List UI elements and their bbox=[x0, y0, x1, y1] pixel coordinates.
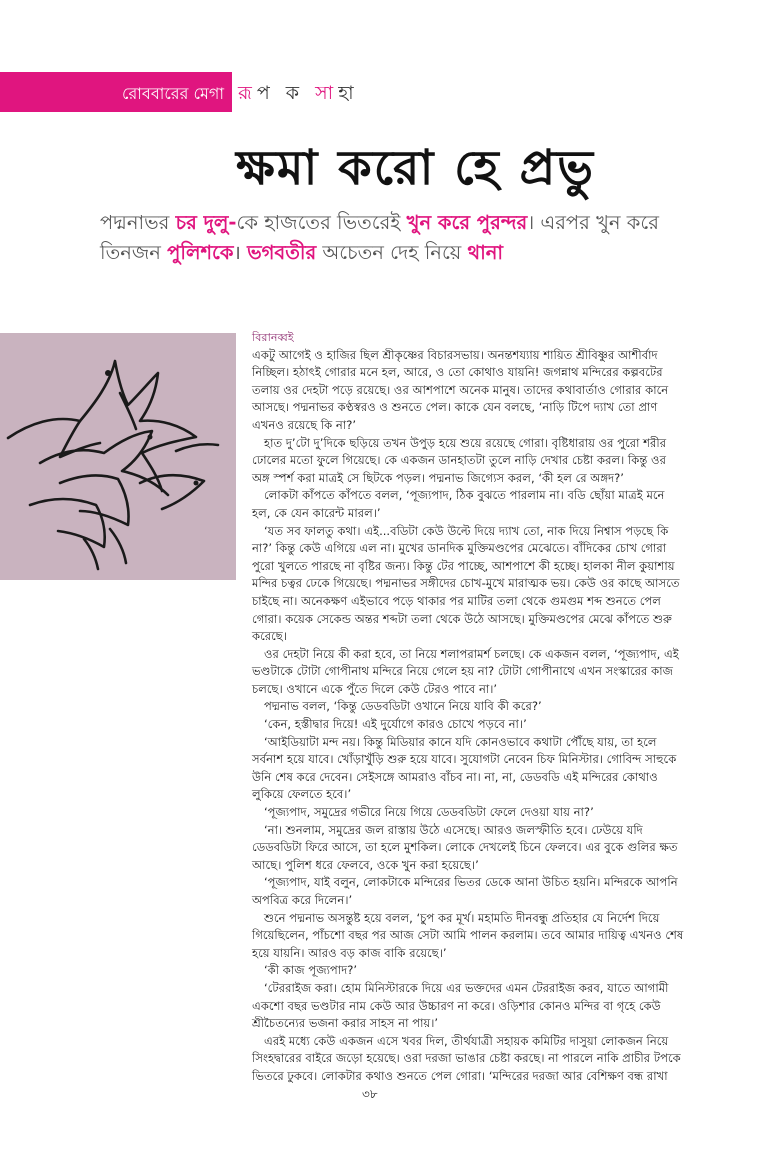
intro-highlight: পুলিশকে bbox=[167, 241, 234, 264]
intro-highlight: খুন করে পুরন্দর bbox=[406, 211, 528, 234]
paragraph: হাত দু’টো দু’দিকে ছড়িয়ে তখন উপুড় হয়ে শুয়ে রয়েছে গোরা। বৃষ্টিধারায় ওর পুরো শরীর ঢোলের মতো ফুলে গিয়েছে। কে একজন ডানহাতটা তুলে নাড়ি দেখার চেষ্টা করল। কিন্তু ওর অঙ্গ স্পর্শ করা মাত্রই সে ছিটকে পড়ল। পদ্মনাভ জিগ্যেস করল, ‘কী হল রে অঙ্গদ?’ bbox=[252, 435, 667, 485]
paragraph: ওর দেহটা নিয়ে কী করা হবে, তা নিয়ে শলাপরামর্শ চলছে। কে একজন বলল, ‘পূজ্যপাদ, এই ভণ্ডটাকে টোটা গোপীনাথ মন্দিরে নিয়ে গেলে হয় না? টোটা গোপীনাথে এখন সংস্কারের কাজ চলছে। ওখানে একে পুঁতে দিলে কেউ টেরও পাবে না।’ bbox=[252, 646, 679, 696]
intro-highlight: ভগবতীর bbox=[247, 241, 317, 264]
illustration bbox=[0, 333, 236, 580]
intro-text: পদ্মনাভর bbox=[100, 211, 176, 234]
paragraph: ‘না। শুনলাম, সমুদ্রের জল রাস্তায় উঠে এসেছে। আরও জলস্ফীতি হবে। ঢেউয়ে যদি ডেডবডিটা ফিরে আসে, তা হলে মুশকিল। লোকে দেখলেই চিনে ফেলবে। এর বুকে গুলির ক্ষত আছে। পুলিশ ধরে ফেলবে, ওকে খুন করা হয়েছে।’ bbox=[252, 822, 678, 872]
paragraph: শুনে পদ্মনাভ অসন্তুষ্ট হয়ে বলল, ‘চুপ কর মূর্খ। মহামতি দীনবন্ধু প্রতিহার যে নির্দেশ দিয়ে গিয়েছিলেন, পাঁচশো বছর পর আজ সেটা আমি পালন করলাম। তবে আমার দায়িত্ব এখনও শেষ হয়ে যায়নি। আরও বড় কাজ বাকি রয়েছে।’ bbox=[252, 910, 684, 960]
intro-highlight: চর দুলু- bbox=[175, 211, 237, 234]
paragraph: ‘যত সব ফালতু কথা। এই...বডিটা কেউ উল্টে দিয়ে দ্যাখ তো, নাক দিয়ে নিশ্বাস পড়ছে কি না?’ কিন্তু কেউ এগিয়ে এল না। মুখের ডানদিক মুক্তিমণ্ডপের মেঝেতে। বাঁদিকের চোখ গোরা পুরো খুলতে পারছে না বৃষ্টির জন্য। কিন্তু টের পাচ্ছে, আশপাশে কী হচ্ছে। হালকা নীল কুয়াশায় মন্দির চত্বর ঢেকে গিয়েছে। পদ্মনাভর সঙ্গীদের চোখ-মুখে মারাত্মক ভয়। কেউ ওর কাছে আসতে চাইছে না। অনেকক্ষণ এইভাবে পড়ে থাকার পর মাটির তলা থেকে গুমগুম শব্দ শুনতে পেল গোরা। কয়েক সেকেন্ড অন্তর শব্দটা তলা থেকে উঠে আসছে। মুক্তিমণ্ডপের মেঝে কাঁপতে শুরু করেছে। bbox=[252, 523, 680, 644]
author-part-2: প ক bbox=[256, 82, 316, 104]
paragraph: ‘পূজ্যপাদ, যাই বলুন, লোকটাকে মন্দিরের ভিতর ডেকে আনা উচিত হয়নি। মন্দিরকে আপনি অপবিত্র করে দিলেন।’ bbox=[252, 875, 678, 907]
intro-text: কে হাজতের ভিতরেই bbox=[236, 211, 407, 234]
paragraph: একটু আগেই ও হাজির ছিল শ্রীকৃষ্ণের বিচারসভায়। অনন্তশয্যায় শায়িত শ্রীবিষ্ণুর আশীর্বাদ নিচ্ছিল। হঠাৎই গোরার মনে হল, আরে, ও তো কোথাও যায়নি! জগন্নাথ মন্দিরের কল্পবটের তলায় ওর দেহটা পড়ে রয়েছে। ওর আশপাশে অনেক মানুষ। তাদের কথাবার্তাও গোরার কানে আসছে। পদ্মনাভর কণ্ঠস্বরও ও শুনতে পেল। কাকে যেন বলছে, ‘নাড়ি টিপে দ্যাখ তো প্রাণ এখনও রয়েছে কি না?’ bbox=[252, 347, 669, 432]
paragraph: এরই মধ্যে কেউ একজন এসে খবর দিল, তীর্থযাত্রী সহায়ক কমিটির দাসুয়া লোকজন নিয়ে সিংহদ্বারের বাইরে জড়ো হয়েছে। ওরা দরজা ভাঙার চেষ্টা করছে। না পারলে নাকি প্রাচীর টপকে ভিতরে ঢুকবে। লোকটার কথাও শুনতে পেল গোরা। ‘মন্দিরের দরজা আর বেশিক্ষণ বন্ধ রাখা bbox=[252, 1033, 681, 1083]
intro-summary bbox=[100, 208, 680, 268]
author-name bbox=[238, 79, 359, 111]
author-part-1: রূ bbox=[238, 82, 257, 104]
page-number: ৩৮ bbox=[362, 1087, 378, 1101]
intro-highlight: থানা bbox=[467, 241, 504, 264]
paragraph: পদ্মনাভ বলল, ‘কিন্তু ডেডবডিটা ওখানে নিয়ে যাবি কী করে?’ bbox=[264, 699, 542, 714]
page-title: ক্ষমা করো হে প্রভু bbox=[236, 140, 596, 196]
paragraph: ‘কী কাজ পূজ্যপাদ?’ bbox=[264, 963, 358, 978]
paragraph: ‘টেররাইজ করা। হোম মিনিস্টারকে দিয়ে এর ভক্তদের এমন টেররাইজ করব, যাতে আগামী একশো বছর ভণ্ডটার নাম কেউ আর উচ্চারণ না করে। ওড়িশার কোনও মন্দির বা গৃহে কেউ শ্রীচৈতন্যের ভজনা করার সাহস না পায়।’ bbox=[252, 980, 669, 1031]
birds-icon bbox=[0, 333, 236, 580]
intro-text: । bbox=[233, 241, 248, 264]
paragraph: ‘পূজ্যপাদ, সমুদ্রের গভীরে নিয়ে গিয়ে ডেডবডিটা ফেলে দেওয়া যায় না?’ bbox=[264, 805, 594, 820]
paragraph: ‘আইডিয়াটা মন্দ নয়। কিন্তু মিডিয়ার কানে যদি কোনওভাবে কথাটা পৌঁছে যায়, তা হলে সর্বনাশ হয়ে যাবে। খোঁড়াখুঁড়ি শুরু হয়ে যাবে। সুযোগটা নেবেন চিফ মিনিস্টার। গোবিন্দ সাহুকে উনি শেষ করে দেবেন। সেইসঙ্গে আমরাও বাঁচব না। না, না, ডেডবডি এই মন্দিরের কোথাও লুকিয়ে ফেলতে হবে।’ bbox=[252, 734, 677, 802]
article-body bbox=[252, 329, 684, 1086]
chapter-number: বিরানব্বই bbox=[252, 331, 294, 344]
author-part-3: সা bbox=[315, 82, 339, 104]
intro-text: অচেতন দেহ নিয়ে bbox=[316, 241, 468, 264]
paragraph: লোকটা কাঁপতে কাঁপতে বলল, ‘পূজ্যপাদ, ঠিক বুঝতে পারলাম না। বডি ছোঁয়া মাত্রই মনে হল, কে যেন কারেন্ট মারল।’ bbox=[252, 488, 665, 520]
author-part-4: হা bbox=[338, 82, 359, 104]
intro-text: । এরপর খুন করে তিনজন bbox=[100, 211, 659, 264]
series-banner bbox=[0, 72, 232, 112]
series-label: রোববারের মেগা bbox=[121, 84, 224, 103]
paragraph: ‘কেন, হস্তীদ্বার দিয়ে! এই দুর্যোগে কারও চোখে পড়বে না।’ bbox=[264, 717, 527, 732]
